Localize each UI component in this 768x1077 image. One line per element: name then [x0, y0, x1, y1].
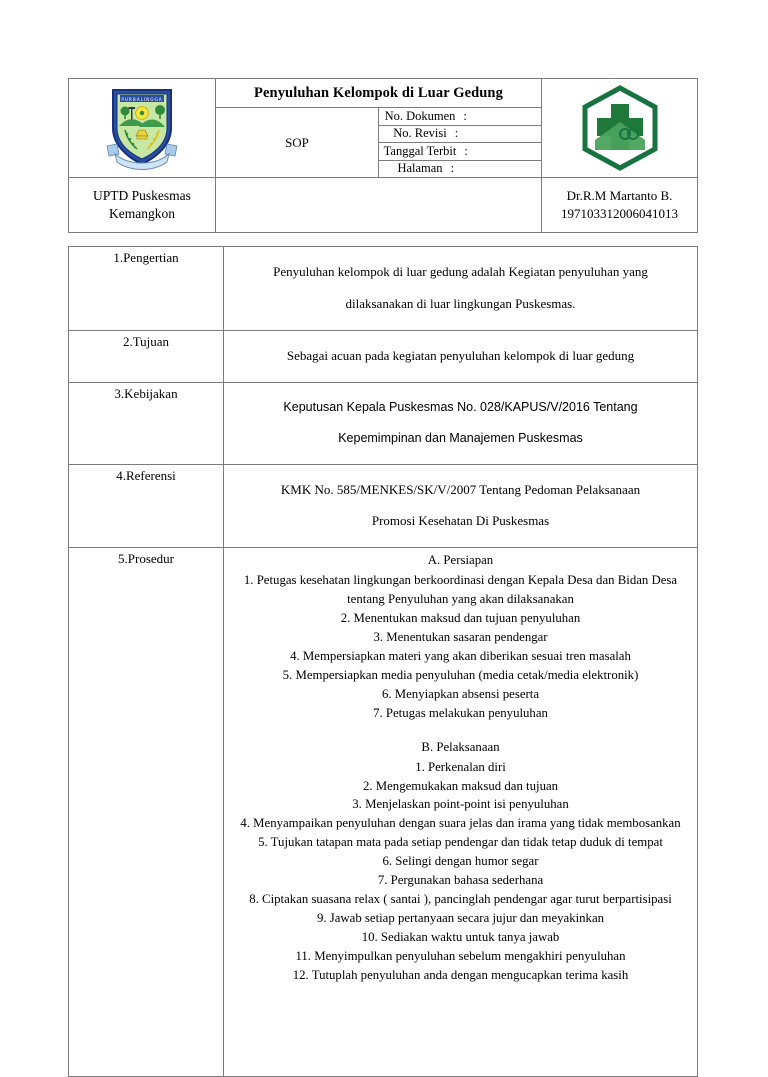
meta-row-halaman: [379, 160, 542, 178]
prosedur-b-item-11: 11. Menyimpulkan penyuluhan sebelum mengakhiri penyuluhan: [295, 948, 626, 963]
unit-name-line1: UPTD Puskesmas: [93, 187, 191, 203]
prosedur-a-item-7: 7. Petugas melakukan penyuluhan: [373, 705, 548, 720]
row-body-kebijakan: [224, 382, 698, 464]
prosedur-a-item-1: 1. Petugas kesehatan lingkungan berkoordinasi dengan Kepala Desa dan Bidan Desa tentang Penyuluhan yang akan dilaksanakan: [243, 573, 678, 607]
prosedur-b-item-8: 8. Ciptakan suasana relax ( santai ), pancinglah pendengar agar turut berpartisipasi: [249, 892, 672, 907]
table-row-kebijakan: [69, 382, 698, 464]
referensi-line-1: KMK No. 585/MENKES/SK/V/2007 Tentang Pedoman Pelaksanaan: [280, 481, 641, 497]
prosedur-b-item-4: 4. Menyampaikan penyuluhan dengan suara jelas dan irama yang tidak membosankan: [240, 816, 681, 831]
svg-text:PURBALINGGA: PURBALINGGA: [121, 97, 163, 102]
prosedur-b-item-1: 1. Perkenalan diri: [415, 759, 506, 774]
row-body-prosedur: [224, 548, 698, 1077]
prosedur-section-b-heading: B. Pelaksanaan: [421, 739, 500, 754]
referensi-line-2: Promosi Kesehatan Di Puskesmas: [371, 513, 550, 529]
prosedur-a-item-4: 4. Mempersiapkan materi yang akan diberikan sesuai tren masalah: [290, 648, 631, 663]
head-nip: 197103312006041013: [561, 206, 678, 221]
table-row-referensi: [69, 464, 698, 548]
prosedur-a-item-5: 5. Mempersiapkan media penyuluhan (media cetak/media elektronik): [282, 667, 639, 682]
row-label-referensi: 4.Referensi: [69, 464, 224, 548]
document-header-table: [68, 78, 698, 233]
prosedur-a-item-6: 6. Menyiapkan absensi peserta: [381, 686, 540, 701]
header-row-signature: [69, 178, 698, 233]
purbalingga-crest-icon: [103, 84, 181, 172]
meta-row-no-revisi: [379, 125, 542, 143]
prosedur-b-item-5: 5. Tujukan tatapan mata pada setiap pendengar dan tidak tetap duduk di tempat: [258, 835, 663, 850]
prosedur-b-item-3: 3. Menjelaskan point-point isi penyuluhan: [352, 797, 569, 812]
prosedur-b-item-2: 2. Mengemukakan maksud dan tujuan: [362, 778, 559, 793]
table-row-tujuan: [69, 330, 698, 382]
pengertian-line-1: Penyuluhan kelompok di luar gedung adalah Kegiatan penyuluhan yang: [273, 264, 648, 279]
sop-label: SOP: [216, 108, 379, 178]
kebijakan-line-2: Kepemimpinan dan Manajemen Puskesmas: [338, 431, 583, 446]
puskesmas-logo-cell: [542, 79, 698, 178]
tujuan-line-1: Sebagai acuan pada kegiatan penyuluhan kelompok di luar gedung: [286, 347, 635, 363]
table-row-prosedur: [69, 548, 698, 1077]
row-label-prosedur: 5.Prosedur: [69, 548, 224, 1077]
meta-label-halaman: Halaman: [397, 161, 443, 176]
unit-name-cell: [69, 178, 216, 233]
prosedur-b-item-9: 9. Jawab setiap pertanyaan secara jujur dan meyakinkan: [316, 911, 605, 926]
signature-blank-cell: [216, 178, 542, 233]
meta-colon-no-dokumen: :: [463, 108, 467, 123]
prosedur-a-item-2: 2. Menentukan maksud dan tujuan penyuluhan: [340, 611, 581, 626]
prosedur-b-item-12: 12. Tutuplah penyuluhan anda dengan mengucapkan terima kasih: [292, 967, 629, 982]
row-label-pengertian: 1.Pengertian: [69, 247, 224, 331]
prosedur-a-item-3: 3. Menentukan sasaran pendengar: [373, 629, 548, 644]
meta-row-tanggal-terbit: [379, 143, 542, 161]
sop-content-table: [68, 246, 698, 1077]
row-label-kebijakan: 3.Kebijakan: [69, 382, 224, 464]
row-body-pengertian: [224, 247, 698, 331]
unit-name-line2: Kemangkon: [109, 206, 175, 221]
row-body-referensi: [224, 464, 698, 548]
meta-label-no-revisi: No. Revisi: [393, 126, 447, 141]
regency-crest-cell: [69, 79, 216, 178]
meta-colon-no-revisi: :: [454, 126, 459, 141]
kebijakan-line-1: Keputusan Kepala Puskesmas No. 028/KAPUS/V/2016 Tentang: [283, 400, 638, 415]
prosedur-b-item-10: 10. Sediakan waktu untuk tanya jawab: [361, 930, 560, 945]
meta-row-no-dokumen: [379, 108, 542, 126]
row-body-tujuan: [224, 330, 698, 382]
prosedur-b-item-7: 7. Pergunakan bahasa sederhana: [377, 873, 544, 888]
meta-colon-halaman: :: [450, 161, 455, 176]
document-title: Penyuluhan Kelompok di Luar Gedung: [216, 79, 542, 108]
meta-label-tanggal-terbit: Tanggal Terbit: [383, 143, 457, 158]
pengertian-line-2: dilaksanakan di luar lingkungan Puskesmas.: [345, 295, 576, 311]
prosedur-section-gap: [228, 723, 693, 738]
prosedur-b-item-6: 6. Selingi dengan humor segar: [382, 854, 539, 869]
meta-colon-tanggal-terbit: :: [464, 143, 468, 158]
meta-label-no-dokumen: No. Dokumen: [384, 108, 456, 123]
table-row-pengertian: [69, 247, 698, 331]
header-row-title: [69, 79, 698, 108]
head-of-puskesmas-cell: [542, 178, 698, 233]
puskesmas-logo-icon: [577, 84, 663, 172]
prosedur-section-a-heading: A. Persiapan: [427, 553, 494, 568]
row-label-tujuan: 2.Tujuan: [69, 330, 224, 382]
head-name: Dr.R.M Martanto B.: [566, 188, 673, 204]
